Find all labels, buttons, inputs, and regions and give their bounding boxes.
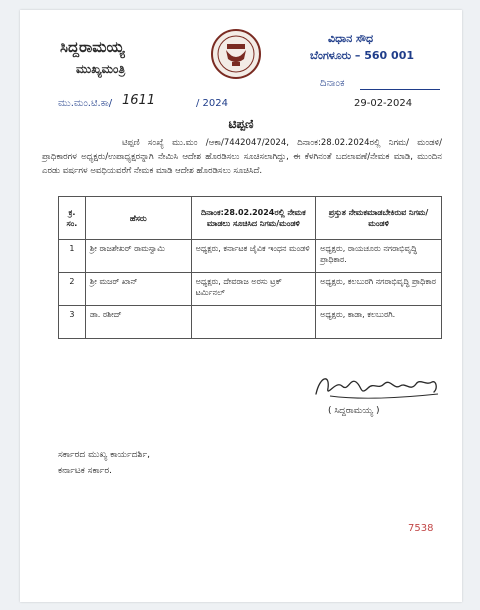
state-emblem-icon [210,28,262,80]
cell-current-board: ಅಧ್ಯಕ್ಷರು, ಕಾಡಾ, ಕಲಬುರಗಿ. [316,306,442,339]
recipient-line-2: ಕರ್ನಾಟಕ ಸರ್ಕಾರ. [58,466,112,476]
table-header-row [59,197,442,240]
date-label: ದಿನಾಂಕ [320,78,345,89]
signatory-name: ( ಸಿದ್ದರಾಮಯ್ಯ ) [328,406,380,416]
table-row [59,306,442,339]
letter-page [20,10,462,602]
cell-previous-board [191,306,315,339]
table-row [59,273,442,306]
sender-name: ಸಿದ್ದರಾಮಯ್ಯ [60,38,125,56]
cell-name: ಶ್ರೀ ಮಜರ್ ಖಾನ್ [85,273,191,306]
cell-serial: 1 [59,240,86,273]
address-line-1: ವಿಧಾನ ಸೌಧ [328,32,374,45]
cell-name: ಡಾ. ರಶೀದ್ [85,306,191,339]
note-body: ಟಿಪ್ಪಣಿ ಸಂಖ್ಯೆ ಮು.ಮಂ /ಆಕಾ/7442047/2024, ದಿನಾಂಕ:28.02.2024ರಲ್ಲಿ ನಿಗಮ/ ಮಂಡಳಿ/ ಪ್ರಾಧಿಕಾರಗಳ ಅಧ್ಯಕ್ಷರು/ಉಪಾಧ್ಯಕ್ಷರನ್ನಾಗಿ ನೇಮಿಸಿ ಆದೇಶ ಹೊರಡಿಸಲು ಸೂಚಿಸಲಾಗಿದ್ದು, ಈ ಕೆಳಗಿನಂತೆ ಬದಲಾವಣೆ/ನೇಮಕ ಮಾಡಿ, ಮುಂದಿನ ಎರಡು ವರ್ಷಗಳ ಅವಧಿಯವರೆಗೆ ನೇಮಕ ಮಾಡಿ ಆದೇಶ ಹೊರಡಿಸಲು ಸೂಚಿಸಿದೆ. [42,138,442,176]
header-name: ಹೆಸರು [85,197,191,240]
reference-number: 1611 [122,93,156,108]
handwritten-signature [310,368,444,406]
cell-serial: 3 [59,306,86,339]
cell-previous-board: ಅಧ್ಯಕ್ಷರು, ದೇವರಾಜ ಅರಸು ಟ್ರಕ್ ಟರ್ಮಿನಲ್ [191,273,315,306]
reference-year: / 2024 [196,98,228,109]
inward-stamp-number: 7538 [408,523,434,534]
sender-designation: ಮುಖ್ಯಮಂತ್ರಿ [76,62,126,76]
date-underline [360,89,440,90]
note-heading: ಟಿಪ್ಪಣಿ [228,117,254,131]
cell-previous-board: ಅಧ್ಯಕ್ಷರು, ಕರ್ನಾಟಕ ಜೈವಿಕ ಇಂಧನ ಮಂಡಳಿ [191,240,315,273]
cell-current-board: ಅಧ್ಯಕ್ಷರು, ಕಲಬುರಗಿ ನಗರಾಭಿವೃದ್ಧಿ ಪ್ರಾಧಿಕಾರ [316,273,442,306]
header-current-board: ಪ್ರಸ್ತುತ ನೇಮಕಮಾಡಬೇಕಿರುವ ನಿಗಮ/ಮಂಡಳಿ [316,197,442,240]
cell-name: ಶ್ರೀ ರಾಜಶೇಖರ್ ರಾಮಸ್ವಾಮಿ [85,240,191,273]
recipient-line-1: ಸರ್ಕಾರದ ಮುಖ್ಯ ಕಾರ್ಯದರ್ಶಿ, [58,450,150,460]
address-line-2: ಬೆಂಗಳೂರು – 560 001 [310,49,414,62]
appointments-table [58,196,442,339]
cell-current-board: ಅಧ್ಯಕ್ಷರು, ರಾಯಚೂರು ನಗರಾಭಿವೃದ್ಧಿ ಪ್ರಾಧಿಕಾರ. [316,240,442,273]
header-serial: ಕ್ರ. ಸಂ. [59,197,86,240]
header-previous-board: ದಿನಾಂಕ:28.02.2024ರಲ್ಲಿ ನೇಮಕ ಮಾಡಲು ಸೂಚಿಸಿದ ನಿಗಮ/ಮಂಡಳಿ [191,197,315,240]
cell-serial: 2 [59,273,86,306]
table-row [59,240,442,273]
letter-date: 29-02-2024 [354,98,413,109]
reference-label: ಮು.ಮಂ.ಟಿ.ಕಾ/ [58,98,113,109]
